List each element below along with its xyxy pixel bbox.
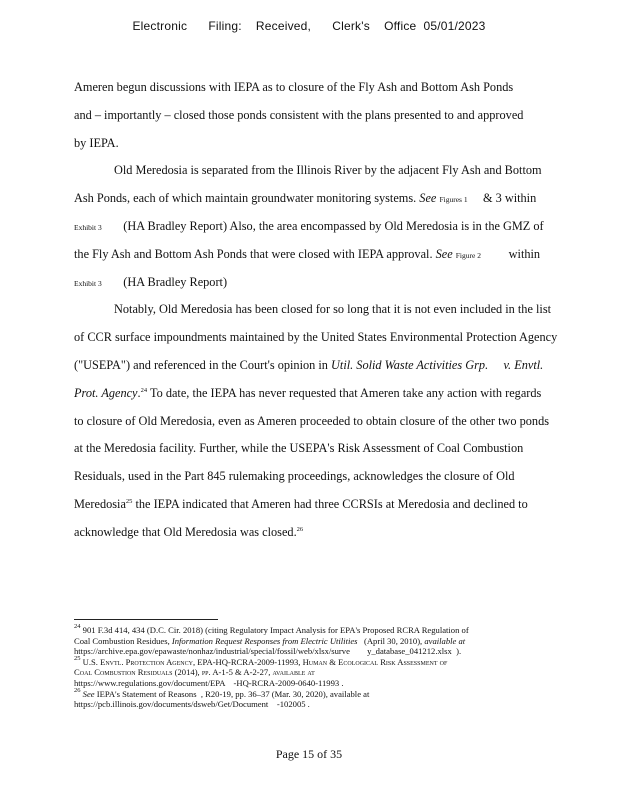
footnote-text: Coal Combustion Residues, (74, 635, 170, 646)
footnote-text: (April 30, 2010), (363, 635, 423, 646)
body-text-run: within (508, 246, 541, 261)
footnote-text: 901 F.3d 414, 434 (D.C. Cir. 2018) (citing Regulatory Impact Analysis for EPA's Proposed RCRA Regulation of (82, 625, 469, 635)
body-line: and – importantly – closed those ponds consistent with the plans presented to and approved (74, 107, 524, 122)
footnote-marker[interactable]: 26 (296, 525, 304, 533)
body-line: by IEPA. (74, 135, 119, 150)
body-line: Notably, Old Meredosia has been closed for so long that it is not even included in the list (114, 302, 552, 317)
body-text-run: (HA Bradley Report) Also, the area encompassed by Old Meredosia is in the GMZ of (123, 218, 544, 233)
body-text-run: . (137, 385, 141, 400)
body-line: Ameren begun discussions with IEPA as to closure of the Fly Ash and Bottom Ash Ponds (74, 80, 514, 94)
footnote-number: 25 (74, 654, 81, 662)
exhibit-reference: Exhibit 3 (74, 222, 102, 232)
footnote-line: Coal Combustion Residuals (2014), pp. A-1-5 & A-2-27, available at (74, 667, 315, 678)
footnotes (74, 625, 574, 710)
body-line: Old Meredosia is separated from the Illinois River by the adjacent Fly Ash and Bottom (114, 163, 542, 178)
footnote-italic: Information Request Responses from Electric Utilities (171, 635, 358, 646)
body-line (74, 386, 580, 414)
footnote-number: 26 (74, 686, 81, 694)
body-line: Residuals, used in the Part 845 rulemaking proceedings, acknowledges the closure of Old (74, 469, 515, 484)
body-line (74, 358, 580, 386)
body-line (74, 219, 580, 247)
filing-header: Electronic Filing: Received, Clerk's Office 05/01/2023 (132, 19, 486, 33)
footnote-line (74, 636, 574, 647)
body-line: of CCR surface impoundments maintained by the United States Environmental Protection Agency (74, 330, 558, 345)
body-line (74, 525, 580, 553)
page-number: Page 15 of 35 (275, 747, 343, 761)
footnote-marker[interactable]: 24 (140, 386, 148, 394)
body-line (74, 275, 580, 303)
body-line (74, 497, 580, 525)
body-line: to closure of Old Meredosia, even as Ameren proceeded to obtain closure of the other two ponds (74, 413, 549, 428)
case-citation: Util. Solid Waste Activities Grp. v. Envtl. (331, 357, 544, 372)
footnote-24 (74, 625, 574, 636)
footnote-25 (74, 654, 574, 668)
figure-reference: Figure 2 (455, 250, 481, 260)
footnote-text: U.S. Envtl. Protection Agency, EPA-HQ-RCRA-2009-11993, Human & Ecological Risk Assessment of (82, 656, 448, 667)
body-text-run: Meredosia (74, 496, 126, 511)
footnote-marker[interactable]: 25 (125, 497, 133, 505)
body-line (74, 191, 580, 219)
body-text-run: & 3 within (482, 191, 537, 206)
footnote-link[interactable]: https://pcb.illinois.gov/documents/dsweb/Get/Document -102005 . (74, 699, 310, 710)
exhibit-reference: Exhibit 3 (74, 278, 102, 288)
citation-signal: See (435, 246, 453, 261)
citation-signal: See (82, 688, 95, 699)
citation-signal: See (419, 191, 437, 206)
footnote-italic: available at (424, 635, 466, 646)
body-text-run: the IEPA indicated that Ameren had three CCRSIs at Meredosia and declined to (132, 496, 528, 511)
body-text-run: acknowledge that Old Meredosia was closed. (74, 524, 297, 539)
case-citation: Prot. Agency (74, 385, 138, 400)
body-text-run: (HA Bradley Report) (123, 274, 228, 289)
footnote-separator (74, 619, 218, 620)
footnote-number: 24 (74, 623, 81, 630)
body-text-run: the Fly Ash and Bottom Ash Ponds that were closed with IEPA approval. (74, 246, 433, 261)
footnote-link[interactable]: https://archive.epa.gov/epawaste/nonhaz/industrial/special/fossil/web/xlsx/surve y_database_041212.xlsx ). (74, 646, 462, 657)
figure-reference: Figures 1 (439, 195, 468, 205)
body-text-run: To date, the IEPA has never requested that Ameren take any action with regards (147, 385, 542, 400)
body-line: at the Meredosia facility. Further, while the USEPA's Risk Assessment of Coal Combustion (74, 441, 524, 456)
footnote-26 (74, 686, 574, 700)
footnote-link[interactable]: https://www.regulations.gov/document/EPA -HQ-RCRA-2009-0640-11993 . (74, 677, 344, 688)
body-text-run: ("USEPA") and referenced in the Court's opinion in (74, 357, 328, 372)
body-line (74, 247, 580, 275)
body-text (74, 80, 580, 553)
body-text-run: Ash Ponds, each of which maintain groundwater monitoring systems. (74, 191, 417, 206)
footnote-text: IEPA's Statement of Reasons , R20-19, pp. 36–37 (Mar. 30, 2020), available at (96, 688, 370, 699)
